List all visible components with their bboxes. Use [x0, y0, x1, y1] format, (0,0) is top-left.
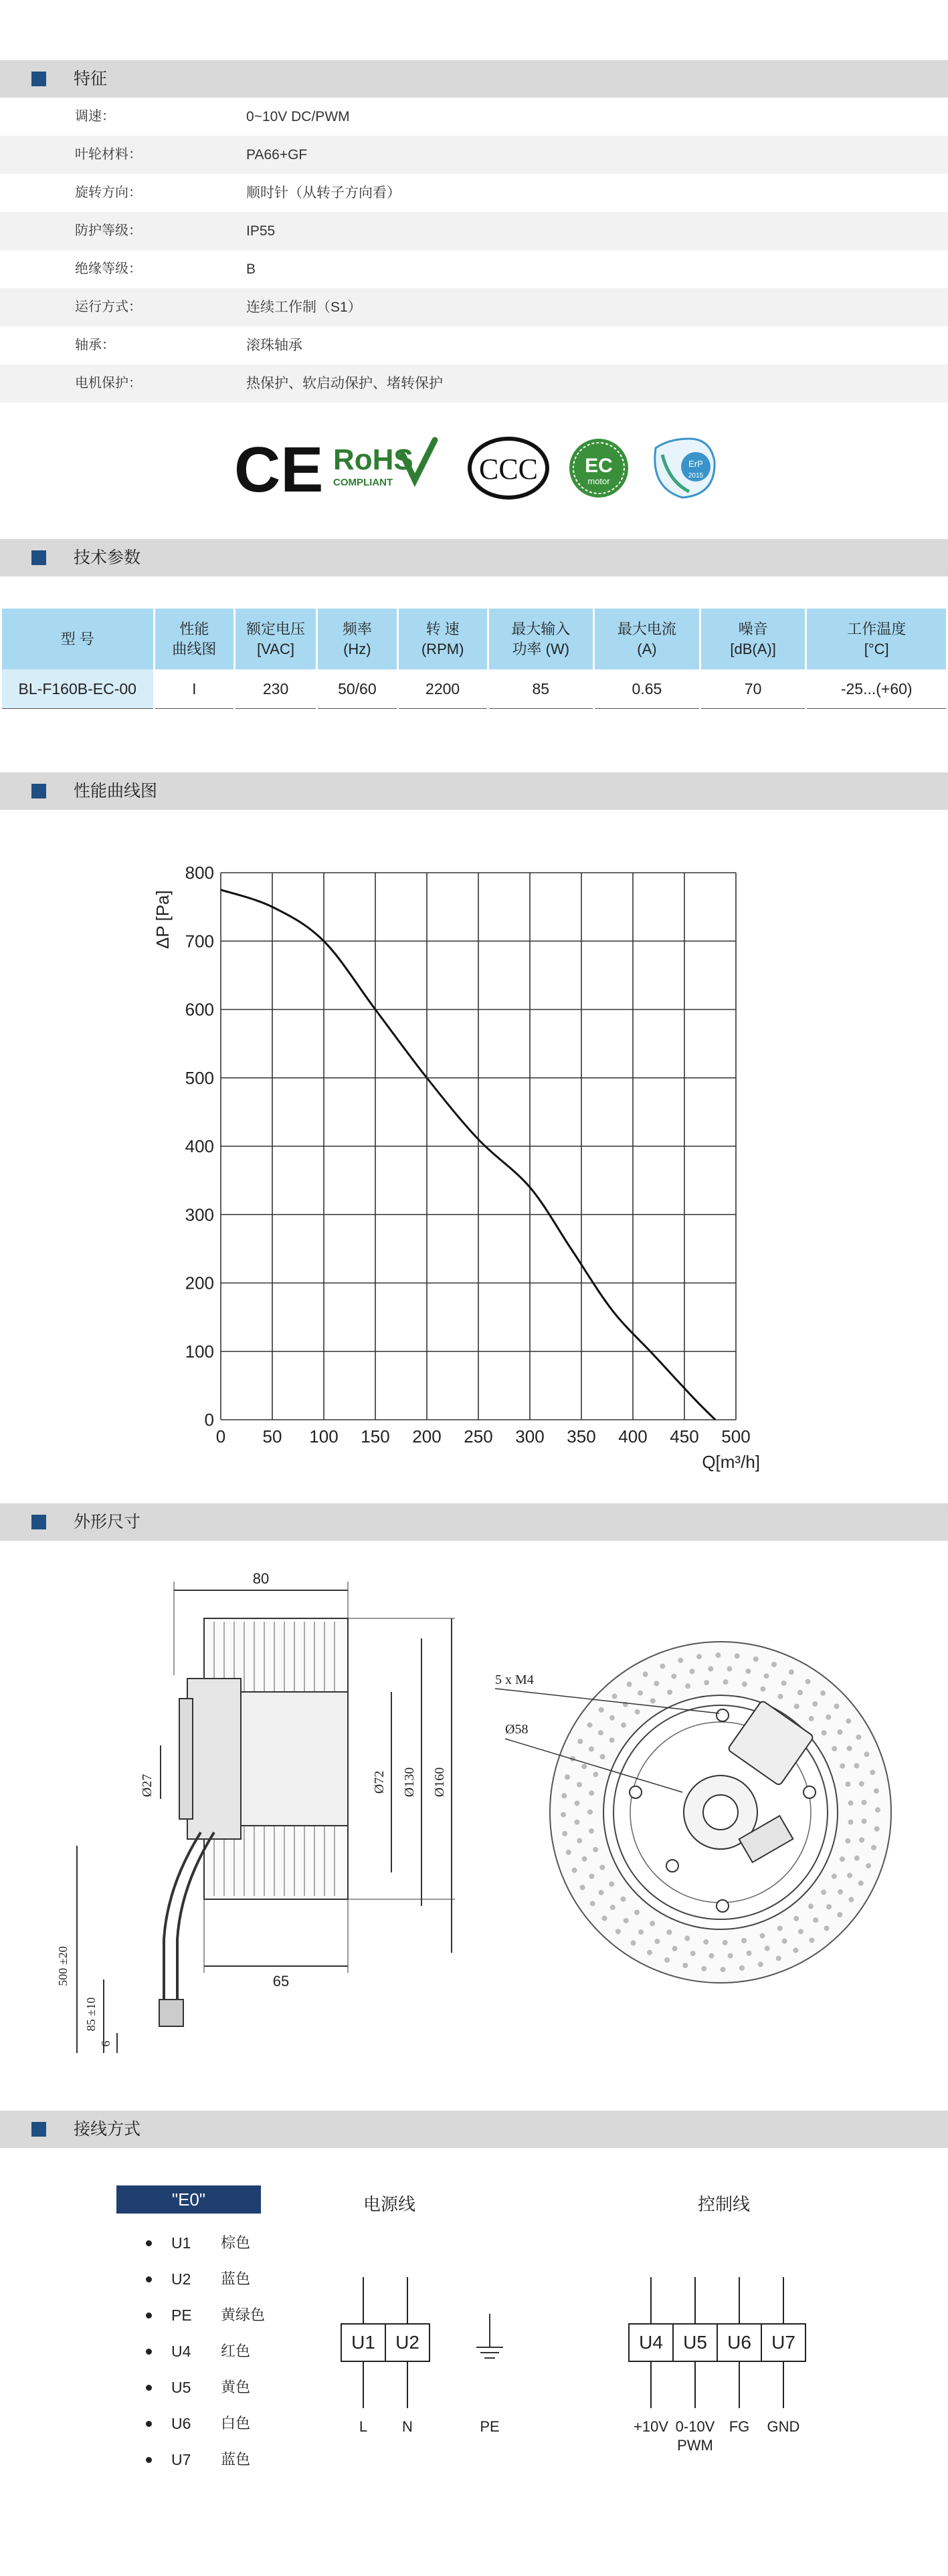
table-header-cell: 最大输入 功率 (W): [489, 609, 593, 669]
signal-label: GND: [767, 2418, 800, 2435]
section-title: 接线方式: [74, 2120, 141, 2139]
impeller-vent-dot: [561, 1793, 567, 1798]
impeller-vent-dot: [667, 1689, 672, 1695]
wiring-type-badge: "E0": [116, 2185, 261, 2214]
impeller-vent-dot: [574, 1801, 579, 1806]
table-header-cell: 性能 曲线图: [155, 609, 234, 669]
impeller-vent-dot: [609, 1715, 615, 1721]
impeller-vent-dot: [589, 1874, 594, 1879]
y-tick-label: 700: [185, 931, 214, 952]
dim-width-65: 65: [272, 1973, 290, 1990]
table-cell: 2200: [399, 669, 487, 709]
wire-color: 红色: [221, 2343, 251, 2359]
impeller-vent-dot: [664, 1957, 670, 1963]
rohs-logo: [333, 440, 435, 488]
performance-curve-chart: [147, 846, 783, 1475]
dim-width-80: 80: [252, 1570, 270, 1587]
wire-color: 黄色: [221, 2379, 251, 2395]
dim-m4-holes: 5 x M4: [495, 1673, 534, 1687]
signal-label: N: [402, 2418, 413, 2435]
impeller-vent-dot: [862, 1800, 867, 1805]
x-tick-label: 50: [262, 1426, 282, 1446]
chart-grid: [221, 873, 736, 1420]
dim-cable-500: 500 ±20: [56, 1946, 70, 1986]
impeller-vent-dot: [826, 1715, 831, 1720]
impeller-vent-dot: [593, 1772, 598, 1777]
impeller-vent-dot: [846, 1719, 851, 1724]
impeller-vent-dot: [721, 1967, 726, 1972]
impeller-vent-dot: [638, 1929, 644, 1935]
x-tick-label: 500: [721, 1426, 751, 1446]
table-header-cell: 频率 (Hz): [318, 609, 397, 669]
table-header-cell: 工作温度 [°C]: [807, 609, 946, 669]
impeller-vent-dot: [874, 1826, 880, 1832]
tech-params-table: [0, 609, 948, 709]
ec-motor-logo: [569, 439, 628, 498]
wire-code: U7: [171, 2451, 191, 2468]
impeller-vent-dot: [671, 1674, 676, 1679]
impeller-vent-dot: [837, 1729, 842, 1735]
impeller-vent-dot: [753, 1656, 759, 1662]
impeller-vent-dot: [760, 1687, 765, 1692]
x-tick-label: 0: [215, 1426, 226, 1446]
impeller-vent-dot: [650, 1698, 656, 1703]
dim-d27: Ø27: [140, 1774, 155, 1798]
impeller-vent-dot: [561, 1812, 566, 1818]
feature-value: PA66+GF: [246, 147, 308, 163]
power-terminal-block: [341, 2277, 500, 2435]
impeller-vent-dot: [794, 1704, 799, 1709]
impeller-vent-dot: [621, 1723, 626, 1728]
dim-d58: Ø58: [505, 1722, 529, 1737]
svg-text:RoHS: RoHS: [333, 443, 413, 476]
x-tick-label: 200: [412, 1426, 442, 1446]
section-marker: [31, 784, 46, 798]
wire-color: 黄绿色: [221, 2306, 266, 2323]
wire-color: 白色: [221, 2415, 251, 2432]
impeller-vent-dot: [854, 1856, 860, 1861]
terminal-label: U1: [351, 2332, 375, 2353]
impeller-vent-dot: [809, 1716, 814, 1721]
wire-code: U1: [171, 2234, 191, 2252]
wire-code: PE: [171, 2306, 192, 2324]
impeller-vent-dot: [574, 1820, 579, 1825]
impeller-vent-dot: [666, 1929, 672, 1935]
feature-row: [0, 98, 948, 136]
signal-label: L: [359, 2418, 368, 2435]
impeller-vent-dot: [874, 1788, 879, 1794]
impeller-vent-dot: [826, 1904, 832, 1909]
side-view-drawing: [77, 1582, 455, 2053]
x-tick-label: 400: [618, 1426, 648, 1446]
control-line-title: 控制线: [697, 2195, 751, 2215]
table-header-cell: 最大电流 (A): [595, 609, 699, 669]
svg-text:CCC: CCC: [478, 453, 539, 486]
feature-row: [0, 364, 948, 403]
impeller-vent-dot: [870, 1769, 875, 1775]
wire-code: U2: [171, 2270, 191, 2288]
impeller-vent-dot: [832, 1746, 837, 1751]
impeller-vent-dot: [854, 1763, 859, 1768]
y-tick-label: 200: [185, 1273, 214, 1293]
x-tick-label: 100: [309, 1426, 339, 1446]
table-header-cell: 转 速 (RPM): [399, 609, 487, 669]
impeller-vent-dot: [599, 1890, 604, 1895]
impeller-vent-dot: [848, 1820, 853, 1825]
feature-key: 调速：: [75, 109, 115, 124]
feature-value: 顺时针（从转子方向看）: [246, 185, 401, 201]
section-header-tech: [0, 539, 948, 576]
table-cell: -25...(+60): [807, 669, 946, 709]
y-tick-label: 100: [185, 1341, 214, 1362]
wire-code: U5: [171, 2379, 191, 2396]
table-header-cell: 噪音 [dB(A)]: [701, 609, 805, 669]
svg-text:2015: 2015: [688, 472, 704, 479]
impeller-vent-dot: [690, 1951, 696, 1956]
dimension-drawing: [0, 1538, 948, 2086]
section-header-curve: [0, 772, 948, 810]
impeller-vent-dot: [789, 1669, 794, 1675]
impeller-vent-dot: [858, 1881, 864, 1886]
impeller-vent-dot: [682, 1963, 688, 1968]
impeller-vent-dot: [634, 1910, 640, 1915]
impeller-vent-dot: [771, 1662, 777, 1667]
impeller-vent-dot: [781, 1681, 787, 1686]
svg-text:ErP: ErP: [688, 459, 703, 469]
power-line-title: 电源线: [363, 2195, 416, 2215]
impeller-vent-dot: [593, 1847, 598, 1852]
impeller-vent-dot: [848, 1897, 854, 1903]
impeller-vent-dot: [709, 1953, 715, 1959]
impeller-vent-dot: [859, 1781, 864, 1786]
certification-logos: [227, 428, 723, 508]
impeller-vent-dot: [678, 1658, 683, 1663]
erp-logo: [655, 439, 715, 498]
impeller-vent-dot: [599, 1864, 605, 1870]
impeller-vent-dot: [793, 1916, 799, 1921]
table-header-cell: 额定电压 [VAC]: [235, 609, 316, 669]
impeller-vent-dot: [701, 1966, 706, 1971]
impeller-vent-dot: [708, 1666, 713, 1671]
control-terminal-block: [629, 2277, 805, 2454]
section-title: 外形尺寸: [74, 1513, 141, 1531]
impeller-vent-dot: [615, 1929, 621, 1934]
impeller-vent-dot: [660, 1664, 665, 1669]
section-title: 性能曲线图: [74, 782, 158, 800]
x-axis-label: Q[m³/h]: [702, 1452, 760, 1472]
impeller-vent-dot: [685, 1683, 690, 1689]
impeller-vent-dot: [871, 1845, 876, 1850]
y-tick-label: 400: [185, 1136, 214, 1156]
impeller-vent-dot: [602, 1916, 607, 1921]
feature-key: 旋转方向：: [75, 185, 142, 200]
impeller-vent-dot: [764, 1673, 769, 1679]
dim-d72: Ø72: [372, 1770, 387, 1794]
table-header-cell: 型 号: [2, 609, 153, 669]
impeller-vent-dot: [627, 1682, 632, 1687]
impeller-vent-dot: [808, 1904, 814, 1909]
table-cell: 0.65: [595, 669, 699, 709]
impeller-vent-dot: [845, 1838, 850, 1844]
y-tick-label: 0: [204, 1410, 214, 1430]
feature-key: 防护等级：: [75, 223, 142, 238]
impeller-vent-dot: [704, 1680, 709, 1685]
impeller-vent-dot: [624, 1918, 629, 1923]
impeller-vent-dot: [837, 1912, 842, 1917]
impeller-vent-dot: [610, 1905, 615, 1910]
feature-value: 0~10V DC/PWM: [246, 109, 350, 124]
feature-key: 轴承：: [75, 338, 115, 352]
impeller-vent-dot: [848, 1800, 854, 1806]
y-tick-label: 800: [185, 863, 214, 883]
feature-row: [0, 288, 948, 326]
impeller-vent-dot: [609, 1737, 615, 1743]
impeller-vent-dot: [760, 1933, 765, 1939]
impeller-vent-dot: [862, 1818, 867, 1824]
impeller-vent-dot: [798, 1929, 803, 1934]
y-axis-label: ΔP [Pa]: [153, 890, 173, 949]
impeller-vent-dot: [577, 1782, 582, 1788]
impeller-vent-dot: [580, 1885, 585, 1890]
impeller-vent-dot: [777, 1926, 783, 1931]
wire-color: 棕色: [221, 2234, 251, 2251]
impeller-vent-dot: [587, 1810, 593, 1815]
impeller-vent-dot: [832, 1874, 837, 1879]
impeller-vent-dot: [650, 1921, 655, 1926]
impeller-vent-dot: [805, 1679, 811, 1685]
impeller-vent-dot: [778, 1694, 783, 1699]
impeller-vent-dot: [735, 1653, 740, 1658]
section-marker: [31, 550, 46, 565]
section-title: 技术参数: [74, 548, 141, 567]
impeller-vent-dot: [572, 1868, 577, 1873]
feature-row: [0, 250, 948, 288]
feature-value: 连续工作制（S1）: [246, 300, 362, 315]
impeller-vent-dot: [745, 1669, 751, 1674]
terminal-label: U6: [727, 2332, 751, 2353]
impeller-vent-dot: [577, 1838, 582, 1844]
impeller-vent-dot: [589, 1746, 594, 1751]
impeller-vent-dot: [859, 1837, 864, 1842]
impeller-vent-dot: [824, 1925, 830, 1931]
y-tick-label: 300: [185, 1204, 214, 1225]
impeller-vent-dot: [715, 1652, 721, 1658]
impeller-vent-dot: [838, 1889, 843, 1895]
feature-row: [0, 174, 948, 212]
feature-value: B: [246, 261, 256, 277]
impeller-vent-dot: [864, 1751, 869, 1757]
impeller-vent-dot: [598, 1730, 603, 1735]
impeller-vent-dot: [684, 1936, 690, 1941]
section-marker: [31, 1515, 46, 1529]
table-cell: 70: [701, 669, 805, 709]
impeller-vent-dot: [581, 1763, 587, 1769]
signal-label: FG: [729, 2418, 750, 2435]
impeller-vent-dot: [689, 1669, 694, 1674]
impeller-vent-dot: [847, 1873, 852, 1879]
dim-end-6: 6: [99, 2040, 112, 2047]
impeller-vent-dot: [638, 1691, 643, 1696]
impeller-vent-dot: [845, 1782, 850, 1787]
impeller-vent-dot: [856, 1735, 861, 1740]
impeller-vent-dot: [765, 1945, 770, 1951]
table-cell: 230: [235, 669, 316, 709]
impeller-vent-dot: [723, 1940, 728, 1945]
impeller-vent-dot: [654, 1681, 659, 1686]
terminal-label: U5: [683, 2332, 707, 2353]
impeller-vent-dot: [820, 1691, 826, 1696]
svg-text:COMPLIANT: COMPLIANT: [333, 477, 393, 488]
section-header-wiring: [0, 2111, 948, 2148]
impeller-vent-dot: [875, 1807, 880, 1812]
impeller-vent-dot: [577, 1739, 583, 1744]
wire-code: U6: [171, 2415, 191, 2432]
svg-text:EC: EC: [585, 455, 613, 477]
feature-value: IP55: [246, 223, 276, 239]
terminal-label: U7: [771, 2332, 795, 2353]
impeller-vent-dot: [840, 1856, 845, 1862]
x-tick-label: 450: [670, 1426, 699, 1446]
impeller-vent-dot: [847, 1745, 852, 1751]
section-title: 特征: [74, 70, 108, 88]
impeller-vent-dot: [587, 1722, 593, 1727]
section-header-dimensions: [0, 1503, 948, 1541]
impeller-vent-dot: [647, 1950, 652, 1955]
section-marker: [31, 2122, 46, 2137]
impeller-vent-dot: [822, 1730, 827, 1735]
impeller-vent-dot: [727, 1666, 732, 1671]
terminal-label: U4: [639, 2332, 663, 2353]
x-tick-label: 300: [515, 1426, 545, 1446]
ccc-logo: [470, 439, 547, 498]
impeller-vent-dot: [672, 1946, 677, 1951]
wire-color: 蓝色: [221, 2451, 251, 2468]
dim-strip-85: 85 ±10: [84, 1997, 98, 2032]
impeller-vent-dot: [840, 1763, 845, 1769]
impeller-vent-dot: [809, 1937, 814, 1943]
impeller-vent-dot: [741, 1938, 747, 1943]
ground-symbol: [476, 2314, 503, 2358]
impeller-vent-dot: [589, 1828, 594, 1834]
impeller-vent-dot: [723, 1679, 729, 1685]
impeller-vent-dot: [797, 1690, 803, 1695]
section-marker: [31, 72, 46, 86]
dim-d130: Ø130: [402, 1767, 417, 1798]
impeller-vent-dot: [834, 1703, 839, 1709]
impeller-vent-dot: [582, 1856, 587, 1862]
feature-value: 滚珠轴承: [246, 338, 302, 353]
wire-color: 蓝色: [221, 2270, 251, 2287]
y-tick-label: 600: [185, 999, 214, 1020]
impeller-vent-dot: [599, 1707, 604, 1713]
signal-label: +10V: [634, 2418, 668, 2435]
section-header-features: [0, 60, 948, 98]
impeller-vent-dot: [643, 1672, 648, 1677]
impeller-vent-dot: [565, 1774, 570, 1780]
impeller-vent-dot: [812, 1701, 818, 1707]
impeller-vent-dot: [739, 1965, 745, 1971]
impeller-vent-dot: [758, 1961, 763, 1967]
impeller-vent-dot: [589, 1790, 594, 1796]
impeller-vent-dot: [635, 1709, 640, 1715]
x-tick-label: 150: [361, 1426, 390, 1446]
impeller-vent-dot: [747, 1951, 752, 1956]
svg-text:CE: CE: [234, 434, 324, 506]
pressure-flow-curve: [221, 890, 715, 1420]
table-cell: I: [155, 669, 234, 709]
impeller-vent-dot: [630, 1940, 636, 1945]
feature-key: 绝缘等级：: [75, 261, 142, 276]
feature-row: [0, 136, 948, 174]
impeller-vent-dot: [793, 1947, 798, 1953]
wiring-diagram: [0, 2180, 948, 2514]
impeller-vent-dot: [566, 1850, 571, 1855]
model-cell: BL-F160B-EC-00: [2, 669, 153, 709]
ce-logo: [234, 434, 323, 506]
impeller-vent-dot: [611, 1694, 617, 1699]
impeller-vent-dot: [590, 1901, 595, 1906]
wire-code: U4: [171, 2343, 191, 2360]
feature-key: 运行方式：: [75, 300, 142, 314]
x-tick-label: 350: [567, 1426, 596, 1446]
dim-d160: Ø160: [432, 1767, 447, 1798]
impeller-vent-dot: [866, 1863, 871, 1868]
svg-text:motor: motor: [587, 476, 610, 486]
feature-value: 热保护、软启动保护、堵转保护: [246, 376, 443, 391]
impeller-vent-dot: [821, 1889, 826, 1895]
impeller-vent-dot: [609, 1881, 614, 1887]
signal-label: 0-10V: [675, 2418, 715, 2435]
feature-row: [0, 326, 948, 364]
x-tick-label: 250: [464, 1426, 493, 1446]
impeller-vent-dot: [562, 1831, 567, 1836]
y-tick-label: 500: [185, 1067, 214, 1088]
feature-row: [0, 212, 948, 250]
table-cell: 85: [489, 669, 593, 709]
impeller-vent-dot: [776, 1955, 781, 1961]
impeller-vent-dot: [728, 1953, 733, 1959]
impeller-vent-dot: [696, 1654, 702, 1659]
table-cell: 50/60: [318, 669, 397, 709]
impeller-vent-dot: [703, 1939, 708, 1945]
impeller-vent-dot: [742, 1681, 747, 1687]
impeller-vent-dot: [654, 1939, 660, 1944]
signal-label: PE: [480, 2418, 500, 2435]
impeller-vent-dot: [600, 1754, 605, 1759]
front-view-drawing: [495, 1642, 891, 1983]
signal-sub-label: PWM: [677, 2437, 713, 2454]
feature-key: 电机保护：: [75, 376, 142, 391]
terminal-label: U2: [395, 2332, 419, 2353]
impeller-vent-dot: [782, 1939, 787, 1944]
impeller-vent-dot: [620, 1897, 626, 1902]
impeller-vent-dot: [813, 1917, 818, 1923]
feature-key: 叶轮材料：: [75, 147, 142, 162]
